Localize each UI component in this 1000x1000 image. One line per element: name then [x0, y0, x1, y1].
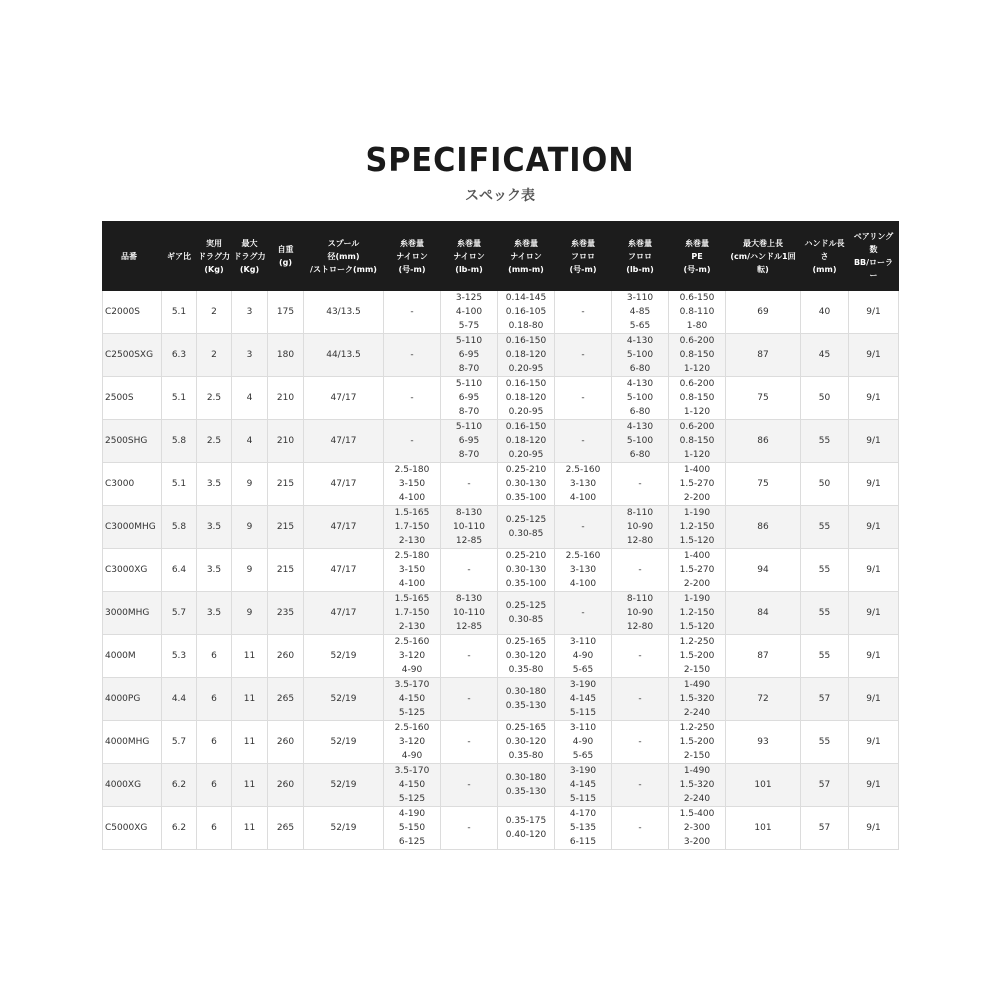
column-header: ハンドル長さ (mm) — [801, 222, 849, 291]
table-cell: 47/17 — [304, 420, 384, 463]
table-row — [103, 721, 899, 764]
table-cell: 1.2-250 1.5-200 2-150 — [669, 721, 726, 764]
table-cell: 84 — [726, 592, 801, 635]
table-cell: 4.4 — [162, 678, 197, 721]
table-cell: 5-110 6-95 8-70 — [441, 377, 498, 420]
table-cell: 5.8 — [162, 506, 197, 549]
table-header-row — [103, 222, 899, 291]
table-cell: 180 — [268, 334, 304, 377]
table-cell: 9/1 — [849, 764, 899, 807]
table-cell: 72 — [726, 678, 801, 721]
table-cell: 0.16-150 0.18-120 0.20-95 — [498, 420, 555, 463]
table-cell: 9/1 — [849, 420, 899, 463]
table-cell: 4-130 5-100 6-80 — [612, 377, 669, 420]
model-cell: C2500SXG — [103, 334, 162, 377]
table-cell: 3-110 4-90 5-65 — [555, 721, 612, 764]
table-cell: 6 — [197, 678, 232, 721]
table-cell: 5.7 — [162, 592, 197, 635]
table-cell: 11 — [232, 635, 268, 678]
model-cell: 4000MHG — [103, 721, 162, 764]
table-cell: 9/1 — [849, 334, 899, 377]
table-cell: 0.30-180 0.35-130 — [498, 764, 555, 807]
table-cell: 260 — [268, 721, 304, 764]
table-cell: 210 — [268, 377, 304, 420]
table-cell: 0.16-150 0.18-120 0.20-95 — [498, 334, 555, 377]
table-cell: 3.5 — [197, 592, 232, 635]
model-cell: C5000XG — [103, 807, 162, 850]
table-cell: 2.5-160 3-120 4-90 — [384, 721, 441, 764]
table-cell: 75 — [726, 377, 801, 420]
table-cell: 52/19 — [304, 721, 384, 764]
table-cell: 3-190 4-145 5-115 — [555, 764, 612, 807]
column-header: 糸巻量 ナイロン (mm-m) — [498, 222, 555, 291]
table-cell: 0.25-165 0.30-120 0.35-80 — [498, 721, 555, 764]
table-cell: 3.5 — [197, 463, 232, 506]
table-cell: 47/17 — [304, 463, 384, 506]
table-cell: - — [612, 807, 669, 850]
model-cell: C2000S — [103, 291, 162, 334]
column-header: 糸巻量 フロロ (lb-m) — [612, 222, 669, 291]
table-cell: 2.5 — [197, 377, 232, 420]
table-cell: 9 — [232, 592, 268, 635]
table-row — [103, 291, 899, 334]
column-header: 品番 — [103, 222, 162, 291]
column-header: ギア比 — [162, 222, 197, 291]
column-header: 最大巻上長 (cm/ハンドル1回転) — [726, 222, 801, 291]
table-cell: 0.35-175 0.40-120 — [498, 807, 555, 850]
table-cell: 1-400 1.5-270 2-200 — [669, 463, 726, 506]
table-cell: 5.8 — [162, 420, 197, 463]
table-row — [103, 635, 899, 678]
table-cell: 260 — [268, 635, 304, 678]
table-cell: 3-110 4-85 5-65 — [612, 291, 669, 334]
table-cell: 3-125 4-100 5-75 — [441, 291, 498, 334]
table-cell: 47/17 — [304, 549, 384, 592]
table-cell: - — [612, 549, 669, 592]
table-cell: 50 — [801, 377, 849, 420]
table-cell: 9/1 — [849, 291, 899, 334]
table-cell: 2.5-180 3-150 4-100 — [384, 549, 441, 592]
table-cell: - — [612, 463, 669, 506]
table-cell: 215 — [268, 463, 304, 506]
table-cell: 52/19 — [304, 635, 384, 678]
table-cell: 0.25-125 0.30-85 — [498, 506, 555, 549]
table-cell: 86 — [726, 420, 801, 463]
table-cell: 9 — [232, 506, 268, 549]
table-cell: 0.6-200 0.8-150 1-120 — [669, 334, 726, 377]
table-cell: 265 — [268, 807, 304, 850]
table-cell: 0.25-210 0.30-130 0.35-100 — [498, 463, 555, 506]
table-cell: 215 — [268, 506, 304, 549]
model-cell: C3000XG — [103, 549, 162, 592]
table-cell: 0.16-150 0.18-120 0.20-95 — [498, 377, 555, 420]
model-cell: 4000PG — [103, 678, 162, 721]
table-cell: 210 — [268, 420, 304, 463]
table-body — [103, 291, 899, 850]
table-cell: - — [555, 506, 612, 549]
table-cell: 40 — [801, 291, 849, 334]
table-cell: 3.5 — [197, 506, 232, 549]
model-cell: C3000 — [103, 463, 162, 506]
table-cell: 1-400 1.5-270 2-200 — [669, 549, 726, 592]
table-cell: 6 — [197, 807, 232, 850]
table-cell: 5-110 6-95 8-70 — [441, 334, 498, 377]
table-cell: 94 — [726, 549, 801, 592]
table-cell: - — [441, 807, 498, 850]
column-header: 糸巻量 ナイロン (号-m) — [384, 222, 441, 291]
table-cell: 0.30-180 0.35-130 — [498, 678, 555, 721]
table-cell: 4-130 5-100 6-80 — [612, 420, 669, 463]
table-cell: 47/17 — [304, 377, 384, 420]
table-cell: 2.5-160 3-120 4-90 — [384, 635, 441, 678]
table-cell: 4-170 5-135 6-115 — [555, 807, 612, 850]
table-cell: 87 — [726, 635, 801, 678]
table-cell: 1-490 1.5-320 2-240 — [669, 764, 726, 807]
table-cell: 3.5-170 4-150 5-125 — [384, 764, 441, 807]
table-cell: 5-110 6-95 8-70 — [441, 420, 498, 463]
table-cell: 4-130 5-100 6-80 — [612, 334, 669, 377]
page-title: SPECIFICATION — [365, 140, 635, 179]
table-cell: 52/19 — [304, 807, 384, 850]
table-cell: - — [612, 764, 669, 807]
column-header: スプール 径(mm) /ストローク(mm) — [304, 222, 384, 291]
table-cell: - — [555, 334, 612, 377]
table-cell: - — [384, 334, 441, 377]
table-cell: 265 — [268, 678, 304, 721]
table-cell: 6.2 — [162, 807, 197, 850]
table-cell: 47/17 — [304, 506, 384, 549]
table-cell: 6 — [197, 635, 232, 678]
page-subtitle: スペック表 — [465, 188, 535, 204]
table-cell: 5.3 — [162, 635, 197, 678]
table-cell: 86 — [726, 506, 801, 549]
table-cell: 0.6-200 0.8-150 1-120 — [669, 420, 726, 463]
table-cell: 44/13.5 — [304, 334, 384, 377]
column-header: 実用 ドラグ力 (Kg) — [197, 222, 232, 291]
table-cell: 45 — [801, 334, 849, 377]
table-cell: 8-110 10-90 12-80 — [612, 592, 669, 635]
table-cell: 9/1 — [849, 635, 899, 678]
table-row — [103, 549, 899, 592]
table-cell: - — [441, 463, 498, 506]
table-cell: 3 — [232, 291, 268, 334]
table-cell: 6.4 — [162, 549, 197, 592]
model-cell: 2500SHG — [103, 420, 162, 463]
table-cell: 9 — [232, 463, 268, 506]
column-header: ベアリング数 BB/ローラー — [849, 222, 899, 291]
table-cell: 93 — [726, 721, 801, 764]
table-cell: 52/19 — [304, 678, 384, 721]
table-cell: 1-490 1.5-320 2-240 — [669, 678, 726, 721]
table-cell: 55 — [801, 506, 849, 549]
table-cell: 55 — [801, 549, 849, 592]
table-cell: 1.5-165 1.7-150 2-130 — [384, 506, 441, 549]
table-cell: 0.25-125 0.30-85 — [498, 592, 555, 635]
column-header: 糸巻量 フロロ (号-m) — [555, 222, 612, 291]
table-cell: 101 — [726, 764, 801, 807]
model-cell: 4000M — [103, 635, 162, 678]
table-row — [103, 678, 899, 721]
table-cell: - — [612, 635, 669, 678]
table-cell: 4 — [232, 420, 268, 463]
table-cell: 8-110 10-90 12-80 — [612, 506, 669, 549]
table-cell: 3.5-170 4-150 5-125 — [384, 678, 441, 721]
table-cell: 11 — [232, 721, 268, 764]
table-row — [103, 377, 899, 420]
table-cell: 3.5 — [197, 549, 232, 592]
table-cell: 9/1 — [849, 678, 899, 721]
table-cell: 215 — [268, 549, 304, 592]
model-cell: 2500S — [103, 377, 162, 420]
spec-table — [102, 221, 899, 850]
column-header: 糸巻量 PE (号-m) — [669, 222, 726, 291]
table-cell: - — [441, 678, 498, 721]
table-cell: 235 — [268, 592, 304, 635]
table-cell: 47/17 — [304, 592, 384, 635]
table-row — [103, 334, 899, 377]
table-cell: 2.5-160 3-130 4-100 — [555, 463, 612, 506]
table-cell: - — [555, 377, 612, 420]
table-cell: 3 — [232, 334, 268, 377]
table-cell: 9/1 — [849, 377, 899, 420]
table-cell: - — [384, 377, 441, 420]
table-cell: 0.25-210 0.30-130 0.35-100 — [498, 549, 555, 592]
model-cell: C3000MHG — [103, 506, 162, 549]
table-cell: 9/1 — [849, 807, 899, 850]
table-row — [103, 592, 899, 635]
table-cell: - — [441, 635, 498, 678]
table-cell: 5.1 — [162, 377, 197, 420]
table-cell: 11 — [232, 764, 268, 807]
table-cell: - — [555, 592, 612, 635]
table-cell: 2.5-180 3-150 4-100 — [384, 463, 441, 506]
table-cell: 5.1 — [162, 463, 197, 506]
table-cell: 2.5-160 3-130 4-100 — [555, 549, 612, 592]
table-cell: 55 — [801, 635, 849, 678]
column-header: 自重 (g) — [268, 222, 304, 291]
table-cell: - — [555, 420, 612, 463]
table-cell: - — [384, 420, 441, 463]
table-cell: 8-130 10-110 12-85 — [441, 506, 498, 549]
table-row — [103, 420, 899, 463]
table-cell: - — [555, 291, 612, 334]
table-cell: 11 — [232, 807, 268, 850]
table-cell: 6 — [197, 721, 232, 764]
table-cell: 5.1 — [162, 291, 197, 334]
table-cell: 1-190 1.2-150 1.5-120 — [669, 592, 726, 635]
table-cell: 52/19 — [304, 764, 384, 807]
table-cell: 0.6-200 0.8-150 1-120 — [669, 377, 726, 420]
table-cell: 5.7 — [162, 721, 197, 764]
table-cell: - — [441, 721, 498, 764]
table-cell: 57 — [801, 764, 849, 807]
table-cell: - — [612, 678, 669, 721]
table-cell: 0.6-150 0.8-110 1-80 — [669, 291, 726, 334]
table-cell: 1-190 1.2-150 1.5-120 — [669, 506, 726, 549]
table-cell: 87 — [726, 334, 801, 377]
table-cell: 0.14-145 0.16-105 0.18-80 — [498, 291, 555, 334]
column-header: 糸巻量 ナイロン (lb-m) — [441, 222, 498, 291]
table-cell: 9/1 — [849, 463, 899, 506]
table-cell: 1.2-250 1.5-200 2-150 — [669, 635, 726, 678]
table-cell: 1.5-165 1.7-150 2-130 — [384, 592, 441, 635]
table-cell: 6 — [197, 764, 232, 807]
table-cell: 43/13.5 — [304, 291, 384, 334]
table-cell: 55 — [801, 721, 849, 764]
table-cell: 11 — [232, 678, 268, 721]
table-cell: 3-110 4-90 5-65 — [555, 635, 612, 678]
table-cell: 1.5-400 2-300 3-200 — [669, 807, 726, 850]
model-cell: 4000XG — [103, 764, 162, 807]
table-cell: 6.3 — [162, 334, 197, 377]
table-cell: - — [384, 291, 441, 334]
table-cell: 57 — [801, 807, 849, 850]
table-cell: 57 — [801, 678, 849, 721]
table-cell: 260 — [268, 764, 304, 807]
table-cell: 3-190 4-145 5-115 — [555, 678, 612, 721]
table-row — [103, 807, 899, 850]
table-cell: 2 — [197, 291, 232, 334]
table-cell: 175 — [268, 291, 304, 334]
table-cell: - — [441, 764, 498, 807]
table-cell: 6.2 — [162, 764, 197, 807]
table-cell: 0.25-165 0.30-120 0.35-80 — [498, 635, 555, 678]
table-cell: 9/1 — [849, 549, 899, 592]
table-cell: 4 — [232, 377, 268, 420]
table-row — [103, 463, 899, 506]
table-cell: 9/1 — [849, 506, 899, 549]
column-header: 最大 ドラグ力 (Kg) — [232, 222, 268, 291]
table-cell: 9/1 — [849, 721, 899, 764]
table-cell: 4-190 5-150 6-125 — [384, 807, 441, 850]
table-cell: - — [612, 721, 669, 764]
table-row — [103, 506, 899, 549]
table-cell: - — [441, 549, 498, 592]
table-cell: 101 — [726, 807, 801, 850]
table-cell: 69 — [726, 291, 801, 334]
table-cell: 8-130 10-110 12-85 — [441, 592, 498, 635]
table-cell: 55 — [801, 592, 849, 635]
table-row — [103, 764, 899, 807]
table-cell: 9/1 — [849, 592, 899, 635]
table-cell: 9 — [232, 549, 268, 592]
table-cell: 2 — [197, 334, 232, 377]
table-cell: 55 — [801, 420, 849, 463]
table-cell: 75 — [726, 463, 801, 506]
table-cell: 2.5 — [197, 420, 232, 463]
model-cell: 3000MHG — [103, 592, 162, 635]
table-cell: 50 — [801, 463, 849, 506]
